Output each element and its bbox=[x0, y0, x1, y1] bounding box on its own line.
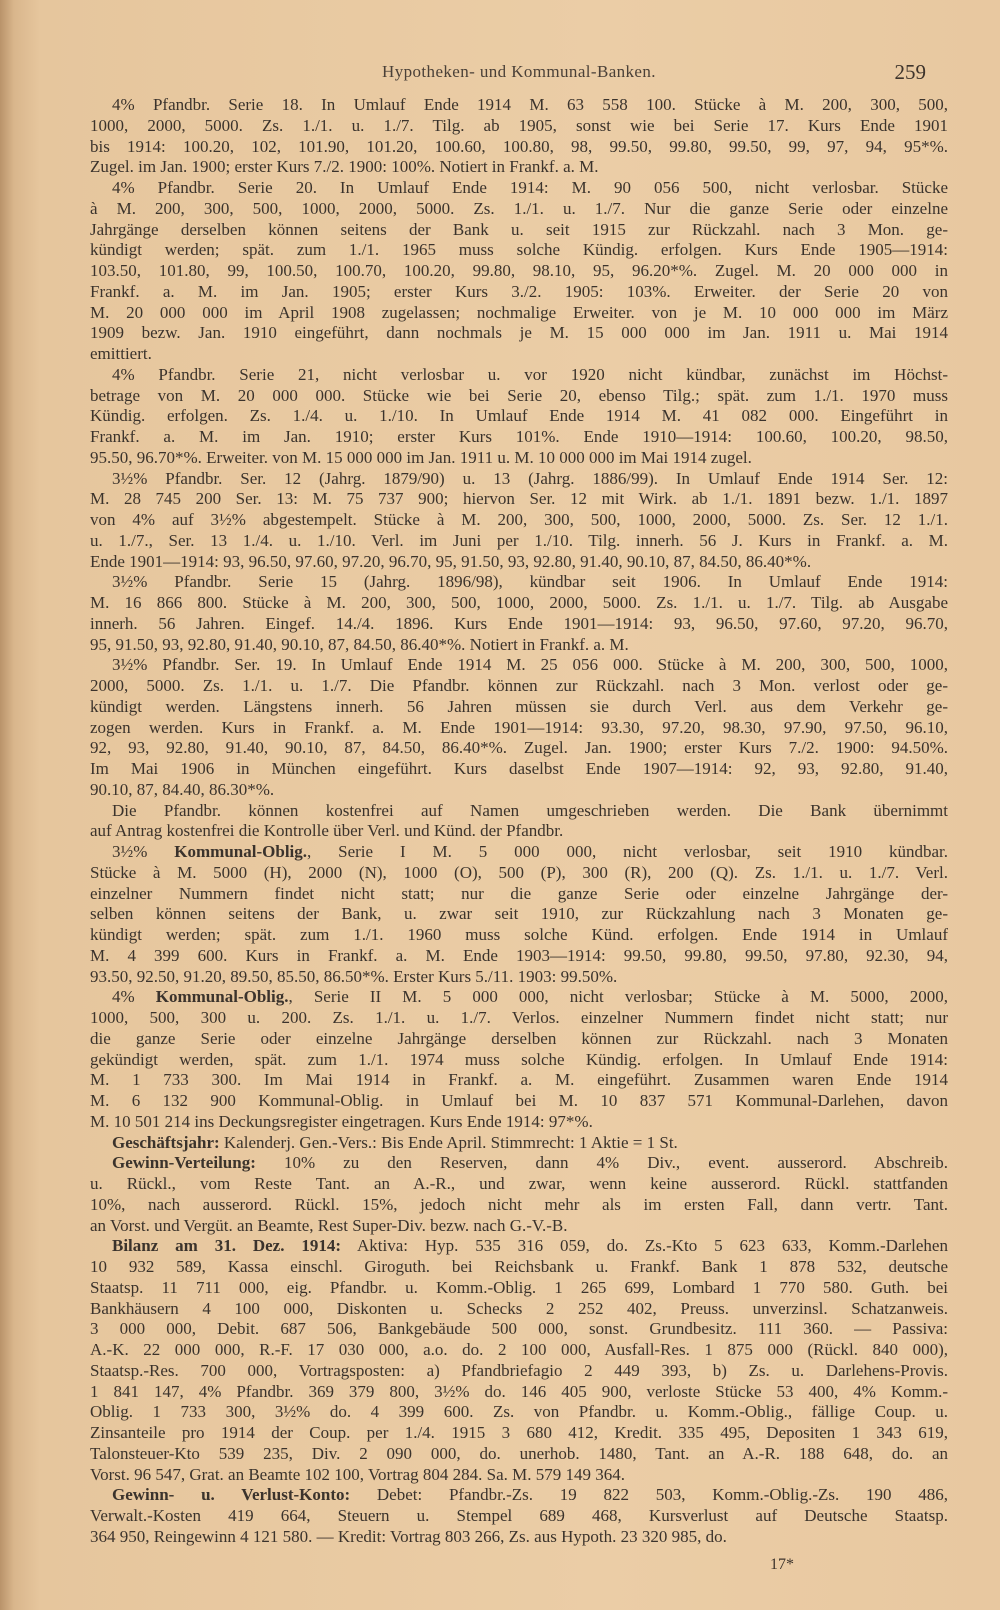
section-heading: Kommunal-Oblig. bbox=[174, 842, 308, 861]
paragraph bbox=[90, 178, 948, 365]
text-line bbox=[90, 1133, 948, 1154]
text-line bbox=[90, 987, 948, 1008]
text-line: 92, 93, 92.80, 91.40, 90.10, 87, 84.50, 86.40*%. Zugel. Jan. 1900; erster Kurs 7./2. 1900: 94.50%. bbox=[90, 738, 948, 758]
paragraph bbox=[90, 1236, 948, 1485]
text-line: 90.10, 87, 84.40, 86.30*%. bbox=[90, 779, 275, 799]
text-line: zogen werden. Kurs in Frankf. a. M. Ende 1901—1914: 93.30, 97.20, 98.30, 97.90, 97.50, 96.10, bbox=[90, 717, 948, 737]
text-line: bis 1914: 100.20, 102, 101.90, 101.20, 100.60, 100.80, 98, 99.50, 99.80, 99.50, 99, 97, 94, 95*%. bbox=[90, 136, 948, 156]
text-line bbox=[90, 1485, 948, 1506]
text-line: Staatsp.-Res. 700 000, Vortragsposten: a) Pfandbriefagio 2 449 393, b) Zs. u. Darlehens-Provis. bbox=[90, 1360, 948, 1380]
text-line: M. 28 745 200 Ser. 13: M. 75 737 900; hiervon Ser. 12 mit Wirk. ab 1./1. 1891 bezw. 1./1. 1897 bbox=[90, 489, 948, 509]
text-line: 93.50, 92.50, 91.20, 89.50, 85.50, 86.50*%. Erster Kurs 5./11. 1903: 99.50%. bbox=[90, 966, 618, 986]
text-line: einzelner Nummern findet nicht statt; nur die ganze Serie oder einzelne Jahrgänge der- bbox=[90, 883, 948, 903]
text-line: 103.50, 101.80, 99, 100.50, 100.70, 100.20, 99.80, 98.10, 95, 96.20*%. Zugel. M. 20 000 000 in bbox=[90, 261, 948, 280]
text-line: M. 1 733 300. Im Mai 1914 in Frankf. a. M. eingeführt. Zusammen waren Ende 1914 bbox=[90, 1070, 948, 1090]
text-line: 1000, 2000, 5000. Zs. 1./1. u. 1./7. Tilg. ab 1905, sonst wie bei Serie 17. Kurs Ende 1901 bbox=[90, 115, 948, 135]
text-line: kündigt werden; spät. zum 1./1. 1960 muss solche Künd. erfolgen. Ende 1914 in Umlauf bbox=[90, 925, 948, 944]
section-heading: Kommunal-Oblig. bbox=[155, 987, 289, 1007]
page-number: 259 bbox=[894, 60, 926, 84]
text-line: Jahrgänge derselben können seitens der Bank u. seit 1915 zur Rückzahl. nach 3 Mon. ge- bbox=[90, 219, 948, 239]
text-line: Stücke à M. 5000 (H), 2000 (N), 1000 (O), 500 (P), 300 (R), 200 (Q). Zs. 1./1. u. 1./7. Verl. bbox=[90, 862, 948, 882]
section-heading: Bilanz am 31. Dez. 1914: bbox=[112, 1236, 342, 1256]
text-line bbox=[90, 1236, 948, 1257]
page-body bbox=[90, 95, 948, 1548]
text-line: M. 16 866 800. Stücke à M. 200, 300, 500, 1000, 2000, 5000. Zs. 1./1. u. 1./7. Tilg. ab Ausgabe bbox=[90, 593, 948, 612]
text-line: 3½% Pfandbr. Ser. 12 (Jahrg. 1879/90) u. 13 (Jahrg. 1886/99). In Umlauf Ende 1914 Ser. 12: bbox=[112, 468, 948, 488]
text-line: die ganze Serie oder einzelne Jahrgänge derselben können zur Rückzahl. nach 3 Monaten bbox=[90, 1028, 948, 1048]
text-segment: Aktiva: Hyp. 535 316 059, do. Zs.-Kto 5 623 633, Komm.-Darlehen bbox=[341, 1236, 948, 1256]
signature-mark: 17* bbox=[770, 1556, 794, 1573]
text-line: 95.50, 96.70*%. Erweiter. von M. 15 000 000 im Jan. 1911 u. M. 10 000 000 im Mai 1914 zugel. bbox=[90, 447, 752, 467]
text-line: u. Rückl., vom Reste Tant. an A.-R., und zwar, wenn keine ausserord. Rückl. stattfanden bbox=[90, 1174, 948, 1193]
text-line: Kündig. erfolgen. Zs. 1./4. u. 1./10. In Umlauf Ende 1914 M. 41 082 000. Eingeführt in bbox=[90, 406, 948, 426]
text-line: kündigt werden. Längstens innerh. 56 Jahren müssen sie durch Verl. aus dem Verkehr ge- bbox=[90, 696, 948, 716]
text-line bbox=[90, 842, 948, 863]
text-line: 4% Pfandbr. Serie 18. In Umlauf Ende 1914 M. 63 558 100. Stücke à M. 200, 300, 500, bbox=[112, 95, 948, 114]
text-line: 95, 91.50, 93, 92.80, 91.40, 90.10, 87, 84.50, 86.40*%. Notiert in Frankf. a. M. bbox=[90, 634, 629, 654]
text-segment: 3½% bbox=[112, 842, 175, 861]
text-line: gekündigt werden, spät. zum 1./1. 1974 muss solche Kündig. erfolgen. In Umlauf Ende 1914: bbox=[90, 1049, 948, 1069]
text-line: kündigt werden; spät. zum 1./1. 1965 muss solche Kündig. erfolgen. Kurs Ende 1905—1914: bbox=[90, 240, 948, 260]
running-title: Hypotheken- und Kommunal-Banken. bbox=[382, 62, 656, 81]
text-line: 1909 bezw. Jan. 1910 eingeführt, dann nochmals je M. 15 000 000 im Jan. 1911 u. Mai 1914 bbox=[90, 323, 948, 343]
text-line: Ende 1901—1914: 93, 96.50, 97.60, 97.20, 96.70, 95, 91.50, 93, 92.80, 91.40, 90.10, 87, 84.50, 86.40*%. bbox=[90, 551, 812, 571]
running-header bbox=[90, 62, 948, 86]
text-line: 1000, 500, 300 u. 200. Zs. 1./1. u. 1./7. Verlos. einzelner Nummern findet nicht statt; nur bbox=[90, 1008, 948, 1027]
text-line: 364 950, Reingewinn 4 121 580. — Kredit: Vortrag 803 266, Zs. aus Hypoth. 23 320 985, do. bbox=[90, 1526, 727, 1546]
paragraph bbox=[90, 842, 948, 987]
text-line: auf Antrag kostenfrei die Kontrolle über Verl. und Künd. der Pfandbr. bbox=[90, 821, 564, 841]
paragraph bbox=[90, 801, 948, 843]
text-line: à M. 200, 300, 500, 1000, 2000, 5000. Zs. 1./1. u. 1./7. Nur die ganze Serie oder einzelne bbox=[90, 198, 948, 218]
text-line: M. 10 501 214 ins Deckungsregister eingetragen. Kurs Ende 1914: 97*%. bbox=[90, 1111, 593, 1131]
text-segment: , Serie II M. 5 000 000, nicht verlosbar; Stücke à M. 5000, 2000, bbox=[288, 987, 948, 1007]
text-line: A.-K. 22 000 000, R.-F. 17 030 000, a.o. do. 2 100 000, Ausfall-Res. 1 875 000 (Rückl. 840 000), bbox=[90, 1340, 948, 1359]
text-line: betrage von M. 20 000 000. Stücke wie bei Serie 20, ebenso Tilg.; spät. zum 1./1. 1970 muss bbox=[90, 385, 948, 405]
text-line: 10 932 589, Kassa einschl. Giroguth. bei Reichsbank u. Frankf. Bank 1 878 532, deutsche bbox=[90, 1257, 948, 1276]
text-line: Frankf. a. M. im Jan. 1910; erster Kurs 101%. Ende 1910—1914: 100.60, 100.20, 98.50, bbox=[90, 427, 948, 446]
text-line: emittiert. bbox=[90, 344, 152, 363]
text-line: innerh. 56 Jahren. Eingef. 14./4. 1896. Kurs Ende 1901—1914: 93, 96.50, 97.60, 97.20, 96.70, bbox=[90, 613, 948, 633]
text-line: Frankf. a. M. im Jan. 1905; erster Kurs 3./2. 1905: 103%. Erweiter. der Serie 20 von bbox=[90, 281, 948, 301]
text-line: Im Mai 1906 in München eingeführt. Kurs daselbst Ende 1907—1914: 92, 93, 92.80, 91.40, bbox=[90, 759, 948, 778]
text-line: Die Pfandbr. können kostenfrei auf Namen umgeschrieben werden. Die Bank übernimmt bbox=[112, 800, 948, 820]
text-line: 3 000 000, Debit. 687 506, Bankgebäude 500 000, sonst. Grundbesitz. 111 360. — Passiva: bbox=[90, 1319, 948, 1339]
text-line: Talonsteuer-Kto 539 235, Div. 2 090 000, do. unerhob. 1480, Tant. an A.-R. 188 648, do. an bbox=[90, 1443, 948, 1463]
text-line bbox=[90, 1153, 948, 1174]
section-heading: Geschäftsjahr: bbox=[112, 1132, 220, 1152]
section-heading: Gewinn- u. Verlust-Konto: bbox=[112, 1485, 351, 1505]
paragraph bbox=[90, 95, 948, 178]
text-segment: 10% zu den Reserven, dann 4% Div., event. ausserord. Abschreib. bbox=[255, 1153, 948, 1173]
text-line: Zugel. im Jan. 1900; erster Kurs 7./2. 1900: 100%. Notiert in Frankf. a. M. bbox=[90, 157, 599, 177]
text-segment: Kalenderj. Gen.-Vers.: Bis Ende April. Stimmrecht: 1 Aktie = 1 St. bbox=[219, 1132, 678, 1152]
text-line: selben können seitens der Bank, u. zwar seit 1910, zur Rückzahlung nach 3 Monaten ge- bbox=[90, 904, 948, 924]
text-line: Vorst. 96 547, Grat. an Beamte 102 100, Vortrag 804 284. Sa. M. 579 149 364. bbox=[90, 1464, 625, 1484]
paragraph bbox=[90, 365, 948, 469]
text-line: Zinsanteile pro 1914 der Coup. per 1./4. 1915 3 680 412, Kredit. 335 495, Depositen 1 343 619, bbox=[90, 1423, 948, 1442]
text-line: 4% Pfandbr. Serie 20. In Umlauf Ende 1914: M. 90 056 500, nicht verlosbar. Stücke bbox=[112, 178, 948, 197]
text-line: Bankhäusern 4 100 000, Diskonten u. Schecks 2 252 402, Preuss. unverzinsl. Schatzanweis. bbox=[90, 1298, 948, 1318]
paragraph bbox=[90, 1133, 948, 1154]
text-line: 10%, nach ausserord. Rückl. 15%, jedoch nicht mehr als im ersten Fall, dann vertr. Tant. bbox=[90, 1194, 948, 1214]
text-line: Oblig. 1 733 300, 3½% do. 4 399 600. Zs. von Pfandbr. u. Komm.-Oblig., fällige Coup. u. bbox=[90, 1402, 948, 1422]
text-line: Staatsp. 11 711 000, eig. Pfandbr. u. Komm.-Oblig. 1 265 699, Lombard 1 770 580. Guth. bei bbox=[90, 1277, 948, 1297]
text-line: von 4% auf 3½% abgestempelt. Stücke à M. 200, 300, 500, 1000, 2000, 5000. Zs. Ser. 12 1./1. bbox=[90, 510, 948, 529]
text-line: 3½% Pfandbr. Ser. 19. In Umlauf Ende 1914 M. 25 056 000. Stücke à M. 200, 300, 500, 1000, bbox=[112, 655, 948, 675]
text-line: M. 6 132 900 Kommunal-Oblig. in Umlauf bei M. 10 837 571 Kommunal-Darlehen, davon bbox=[90, 1091, 948, 1110]
text-line: 1 841 147, 4% Pfandbr. 369 379 800, 3½% do. 146 405 900, verloste Stücke 53 400, 4% Komm.- bbox=[90, 1381, 948, 1401]
text-line: 3½% Pfandbr. Serie 15 (Jahrg. 1896/98), kündbar seit 1906. In Umlauf Ende 1914: bbox=[112, 572, 948, 592]
text-line: M. 20 000 000 im April 1908 zugelassen; nochmalige Erweiter. von je M. 10 000 000 im März bbox=[90, 302, 948, 322]
paragraph bbox=[90, 572, 948, 655]
paragraph bbox=[90, 469, 948, 573]
text-line: an Vorst. und Vergüt. an Beamte, Rest Super-Div. bezw. nach G.-V.-B. bbox=[90, 1215, 568, 1235]
text-line: u. 1./7., Ser. 13 1./4. u. 1./10. Verl. im Juni per 1./10. Tilg. innerh. 56 J. Kurs in Frankf. a. M. bbox=[90, 530, 948, 550]
text-line: 4% Pfandbr. Serie 21, nicht verlosbar u. vor 1920 nicht kündbar, zunächst im Höchst- bbox=[112, 364, 948, 384]
text-line: M. 4 399 600. Kurs in Frankf. a. M. Ende 1903—1914: 99.50, 99.80, 99.50, 97.80, 92.30, 94, bbox=[90, 945, 948, 965]
paragraph bbox=[90, 987, 948, 1132]
paragraph bbox=[90, 1153, 948, 1236]
section-heading: Gewinn-Verteilung: bbox=[112, 1153, 256, 1173]
paragraph bbox=[90, 655, 948, 800]
text-line: Verwalt.-Kosten 419 664, Steuern u. Stempel 689 468, Kursverlust auf Deutsche Staatsp. bbox=[90, 1506, 948, 1525]
text-segment: , Serie I M. 5 000 000, nicht verlosbar, seit 1910 kündbar. bbox=[307, 842, 948, 861]
paragraph bbox=[90, 1485, 948, 1547]
text-segment: 4% bbox=[112, 987, 156, 1007]
text-segment: Debet: Pfandbr.-Zs. 19 822 503, Komm.-Oblig.-Zs. 190 486, bbox=[350, 1485, 948, 1505]
text-line: 2000, 5000. Zs. 1./1. u. 1./7. Die Pfandbr. können zur Rückzahl. nach 3 Mon. verlost oder ge- bbox=[90, 676, 948, 695]
